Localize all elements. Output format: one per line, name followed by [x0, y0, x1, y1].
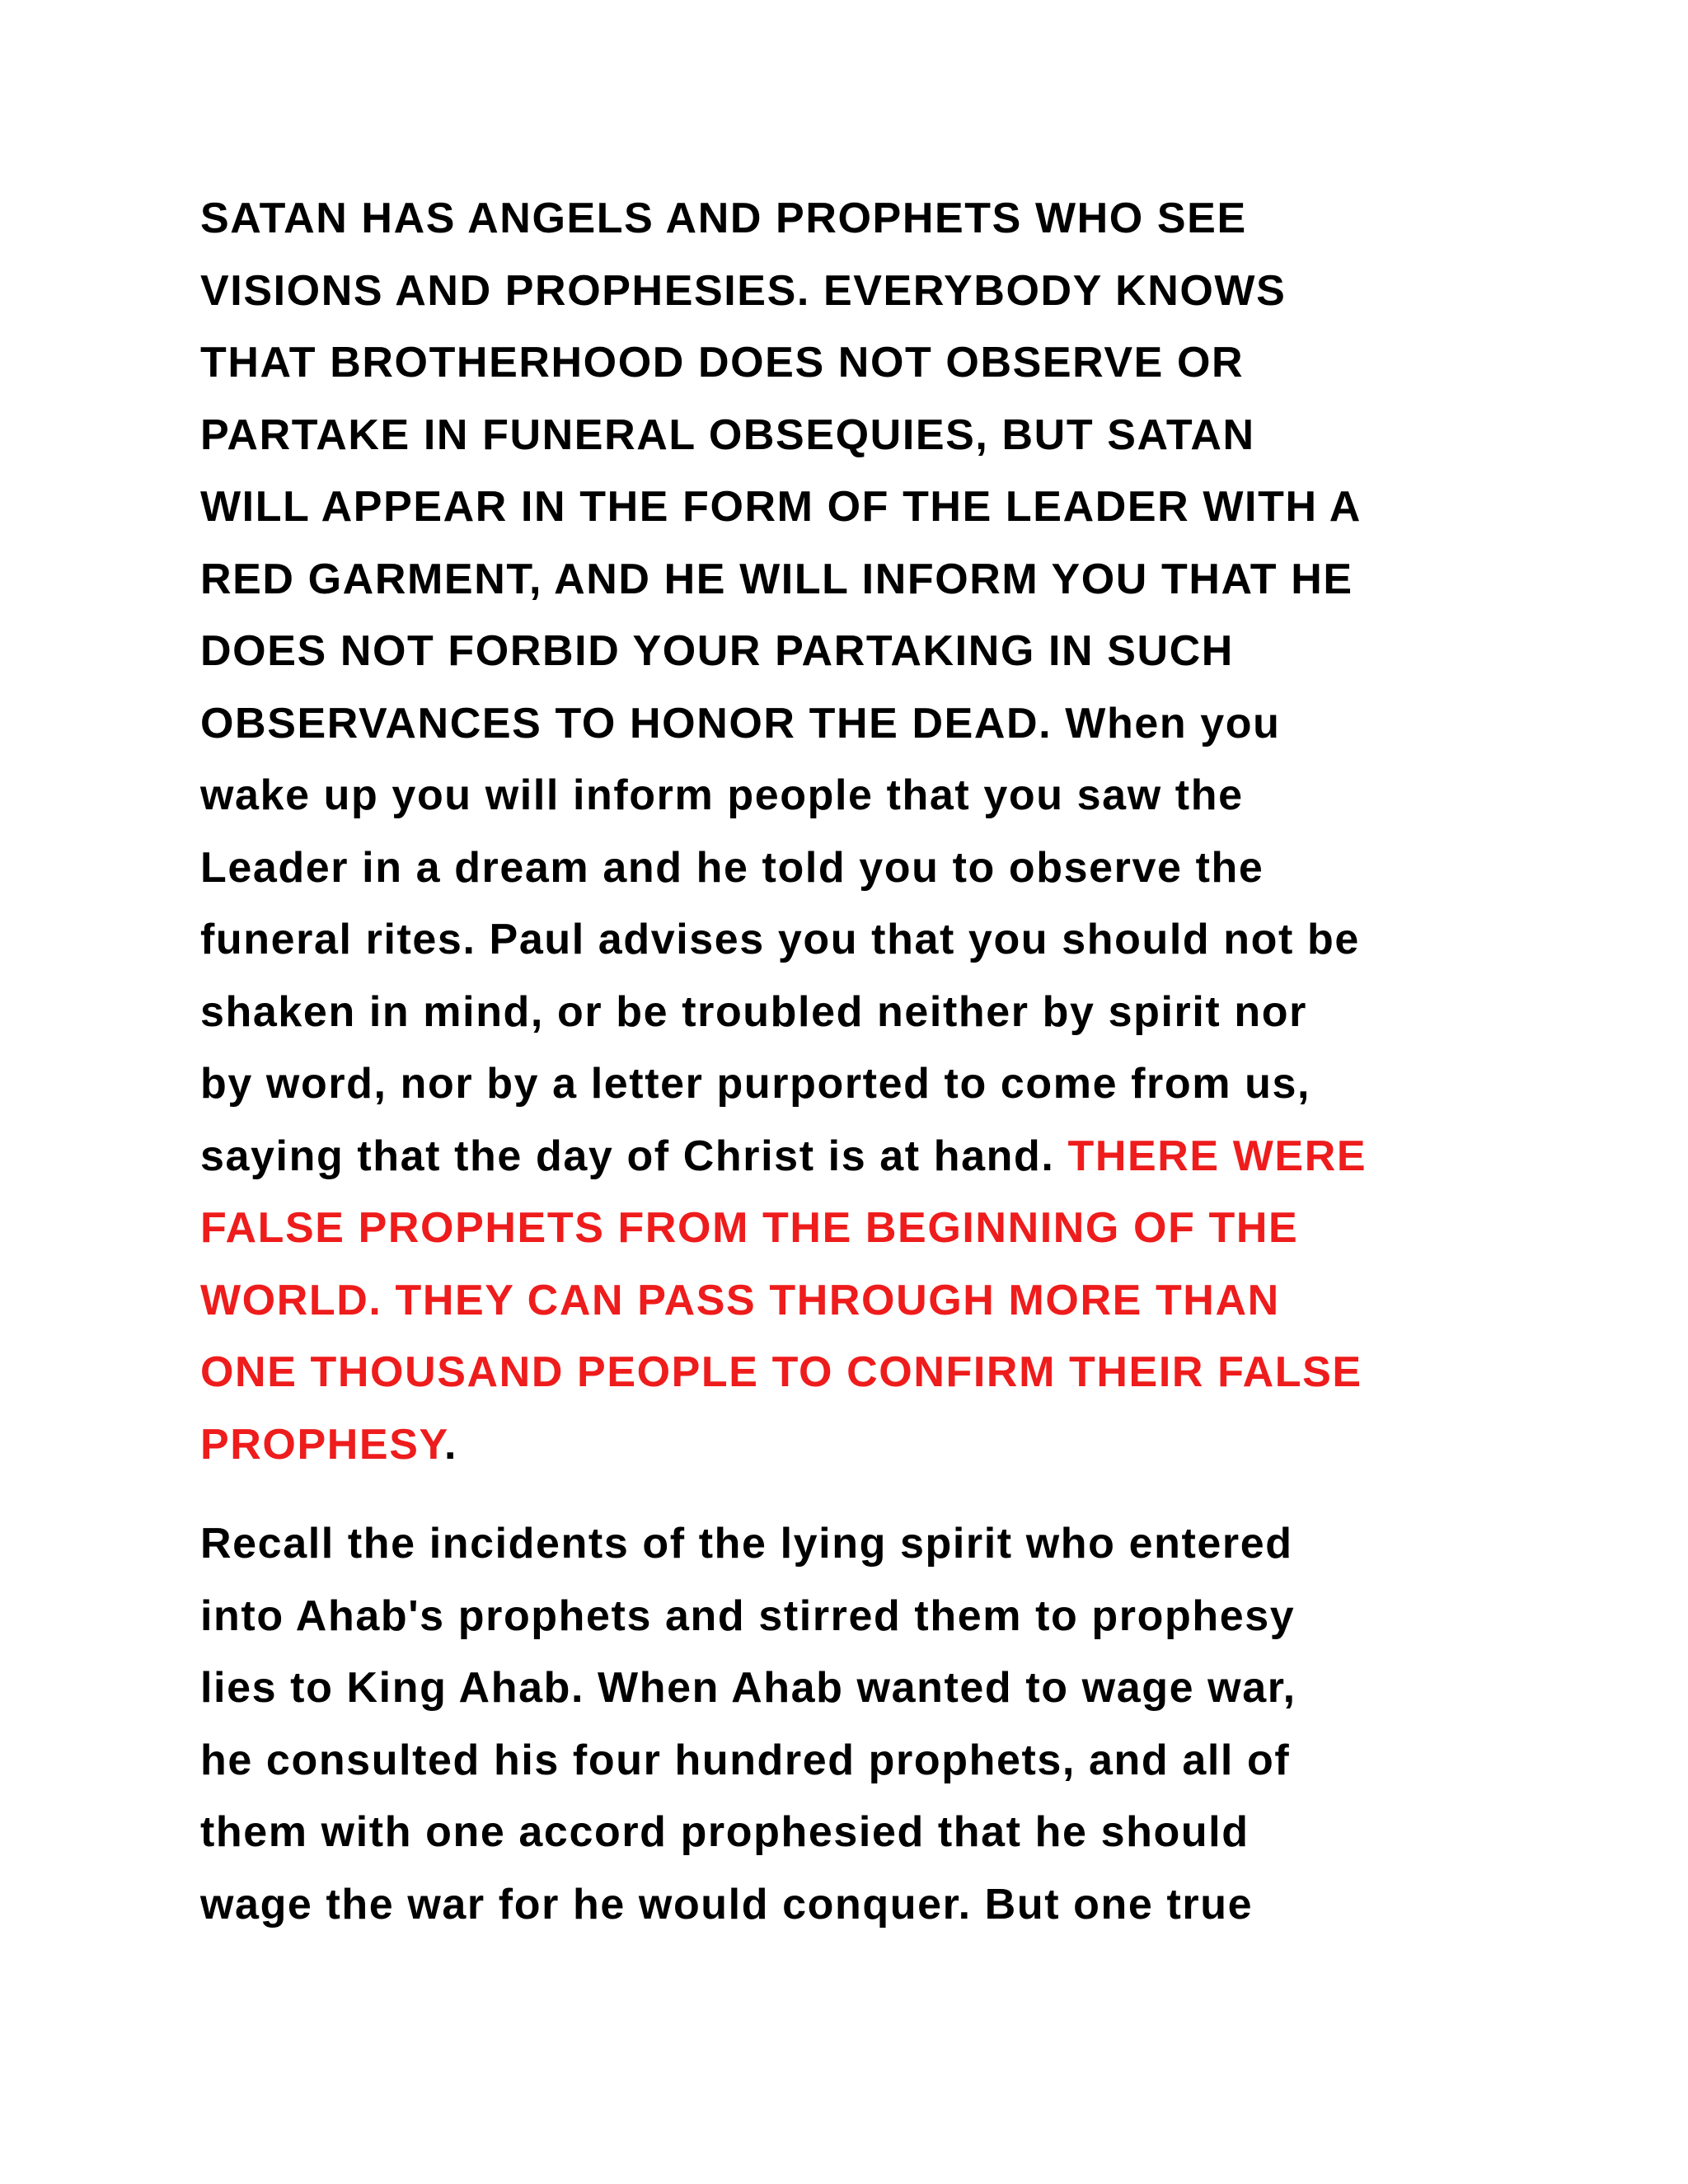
text-segment: saying that the day of Christ is at hand. — [200, 1132, 1068, 1180]
text-line: wake up you will inform people that you saw the — [200, 771, 1244, 819]
highlighted-text-segment: PROPHESY — [200, 1420, 445, 1469]
text-line: PARTAKE IN FUNERAL OBSEQUIES, BUT SATAN — [200, 410, 1255, 459]
text-line: he consulted his four hundred prophets, and all of — [200, 1736, 1291, 1784]
text-line: VISIONS AND PROPHESIES. EVERYBODY KNOWS — [200, 266, 1287, 315]
text-line: OBSERVANCES TO HONOR THE DEAD. When you — [200, 699, 1281, 748]
text-segment: . — [444, 1420, 458, 1469]
text-line: WILL APPEAR IN THE FORM OF THE LEADER WITH A — [200, 483, 1362, 531]
highlighted-text-line: ONE THOUSAND PEOPLE TO CONFIRM THEIR FALSE — [200, 1348, 1362, 1396]
document-page — [200, 183, 1519, 1941]
text-line: Recall the incidents of the lying spirit who entered — [200, 1520, 1293, 1568]
text-line-mixed — [200, 1121, 1519, 1193]
text-line: THAT BROTHERHOOD DOES NOT OBSERVE OR — [200, 339, 1245, 387]
text-line: Leader in a dream and he told you to observe the — [200, 843, 1264, 892]
highlighted-text-segment: THERE WERE — [1067, 1132, 1367, 1180]
paragraph-1 — [200, 183, 1519, 1481]
text-line: funeral rites. Paul advises you that you should not be — [200, 916, 1360, 963]
text-line: into Ahab's prophets and stirred them to prophesy — [200, 1591, 1296, 1640]
text-line: DOES NOT FORBID YOUR PARTAKING IN SUCH — [200, 627, 1234, 675]
highlighted-text-line: WORLD. THEY CAN PASS THROUGH MORE THAN — [200, 1276, 1280, 1324]
text-line-mixed — [200, 1409, 1519, 1482]
text-line: wage the war for he would conquer. But one true — [200, 1880, 1254, 1929]
text-line: by word, nor by a letter purported to come from us, — [200, 1060, 1311, 1108]
text-line: SATAN HAS ANGELS AND PROPHETS WHO SEE — [200, 194, 1247, 242]
text-line: them with one accord prophesied that he should — [200, 1808, 1250, 1856]
text-line: RED GARMENT, AND HE WILL INFORM YOU THAT HE — [200, 555, 1353, 603]
paragraph-2 — [200, 1508, 1519, 1941]
highlighted-text-line: FALSE PROPHETS FROM THE BEGINNING OF THE — [200, 1204, 1299, 1252]
text-line: shaken in mind, or be troubled neither by spirit nor — [200, 987, 1307, 1036]
text-line: lies to King Ahab. When Ahab wanted to wage war, — [200, 1664, 1296, 1712]
